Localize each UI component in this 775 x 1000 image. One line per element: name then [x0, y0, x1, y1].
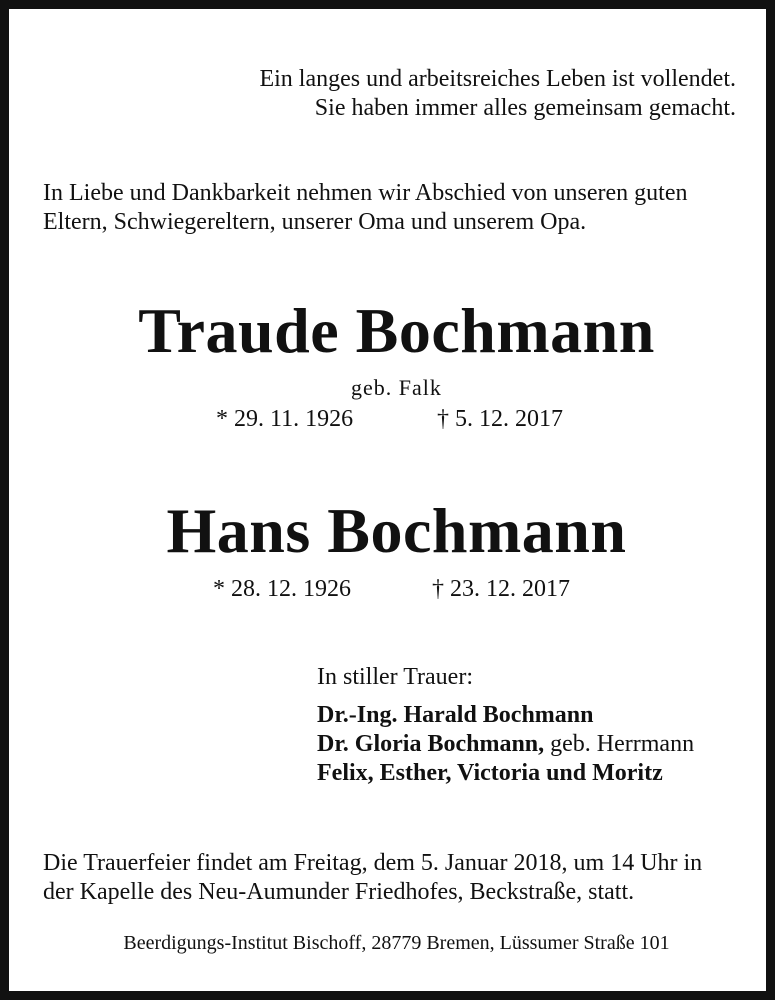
mourner-entry	[317, 701, 694, 730]
death-date: † 5. 12. 2017	[437, 406, 563, 432]
funeral-home-info: Beerdigungs-Institut Bischoff, 28779 Bremen, Lüssumer Straße 101	[123, 932, 670, 954]
intro-line: In Liebe und Dankbarkeit nehmen wir Abschied von unseren guten	[43, 180, 688, 206]
mourner-name: Dr. Gloria Bochmann,	[317, 731, 545, 757]
death-date: † 23. 12. 2017	[432, 576, 570, 602]
maiden-name: geb. Falk	[351, 375, 442, 400]
mourner-suffix: geb. Herrmann	[544, 731, 695, 757]
deceased-name-hans: Hans Bochmann	[166, 495, 627, 566]
mourner-name: Dr.-Ing. Harald Bochmann	[317, 702, 594, 728]
motto	[259, 65, 736, 123]
deceased-name-traude: Traude Bochmann	[138, 295, 655, 366]
mourner-entry	[317, 730, 694, 759]
intro-text	[43, 179, 758, 237]
intro-line: Eltern, Schwiegereltern, unserer Oma und unserem Opa.	[43, 209, 587, 235]
mourner-entry	[317, 759, 694, 788]
birth-date: * 29. 11. 1926	[216, 406, 354, 432]
mourners-block	[317, 663, 694, 788]
birth-date: * 28. 12. 1926	[213, 576, 351, 602]
motto-line: Sie haben immer alles gemeinsam gemacht.	[314, 95, 736, 121]
service-line: Die Trauerfeier findet am Freitag, dem 5. Januar 2018, um 14 Uhr in	[43, 850, 703, 876]
motto-line: Ein langes und arbeitsreiches Leben ist vollendet.	[259, 66, 736, 92]
mourner-name: Felix, Esther, Victoria und Moritz	[317, 760, 663, 786]
service-info	[43, 849, 758, 907]
service-line: der Kapelle des Neu-Aumunder Friedhofes, Beckstraße, statt.	[43, 879, 635, 905]
mourners-heading: In stiller Trauer:	[317, 664, 473, 690]
